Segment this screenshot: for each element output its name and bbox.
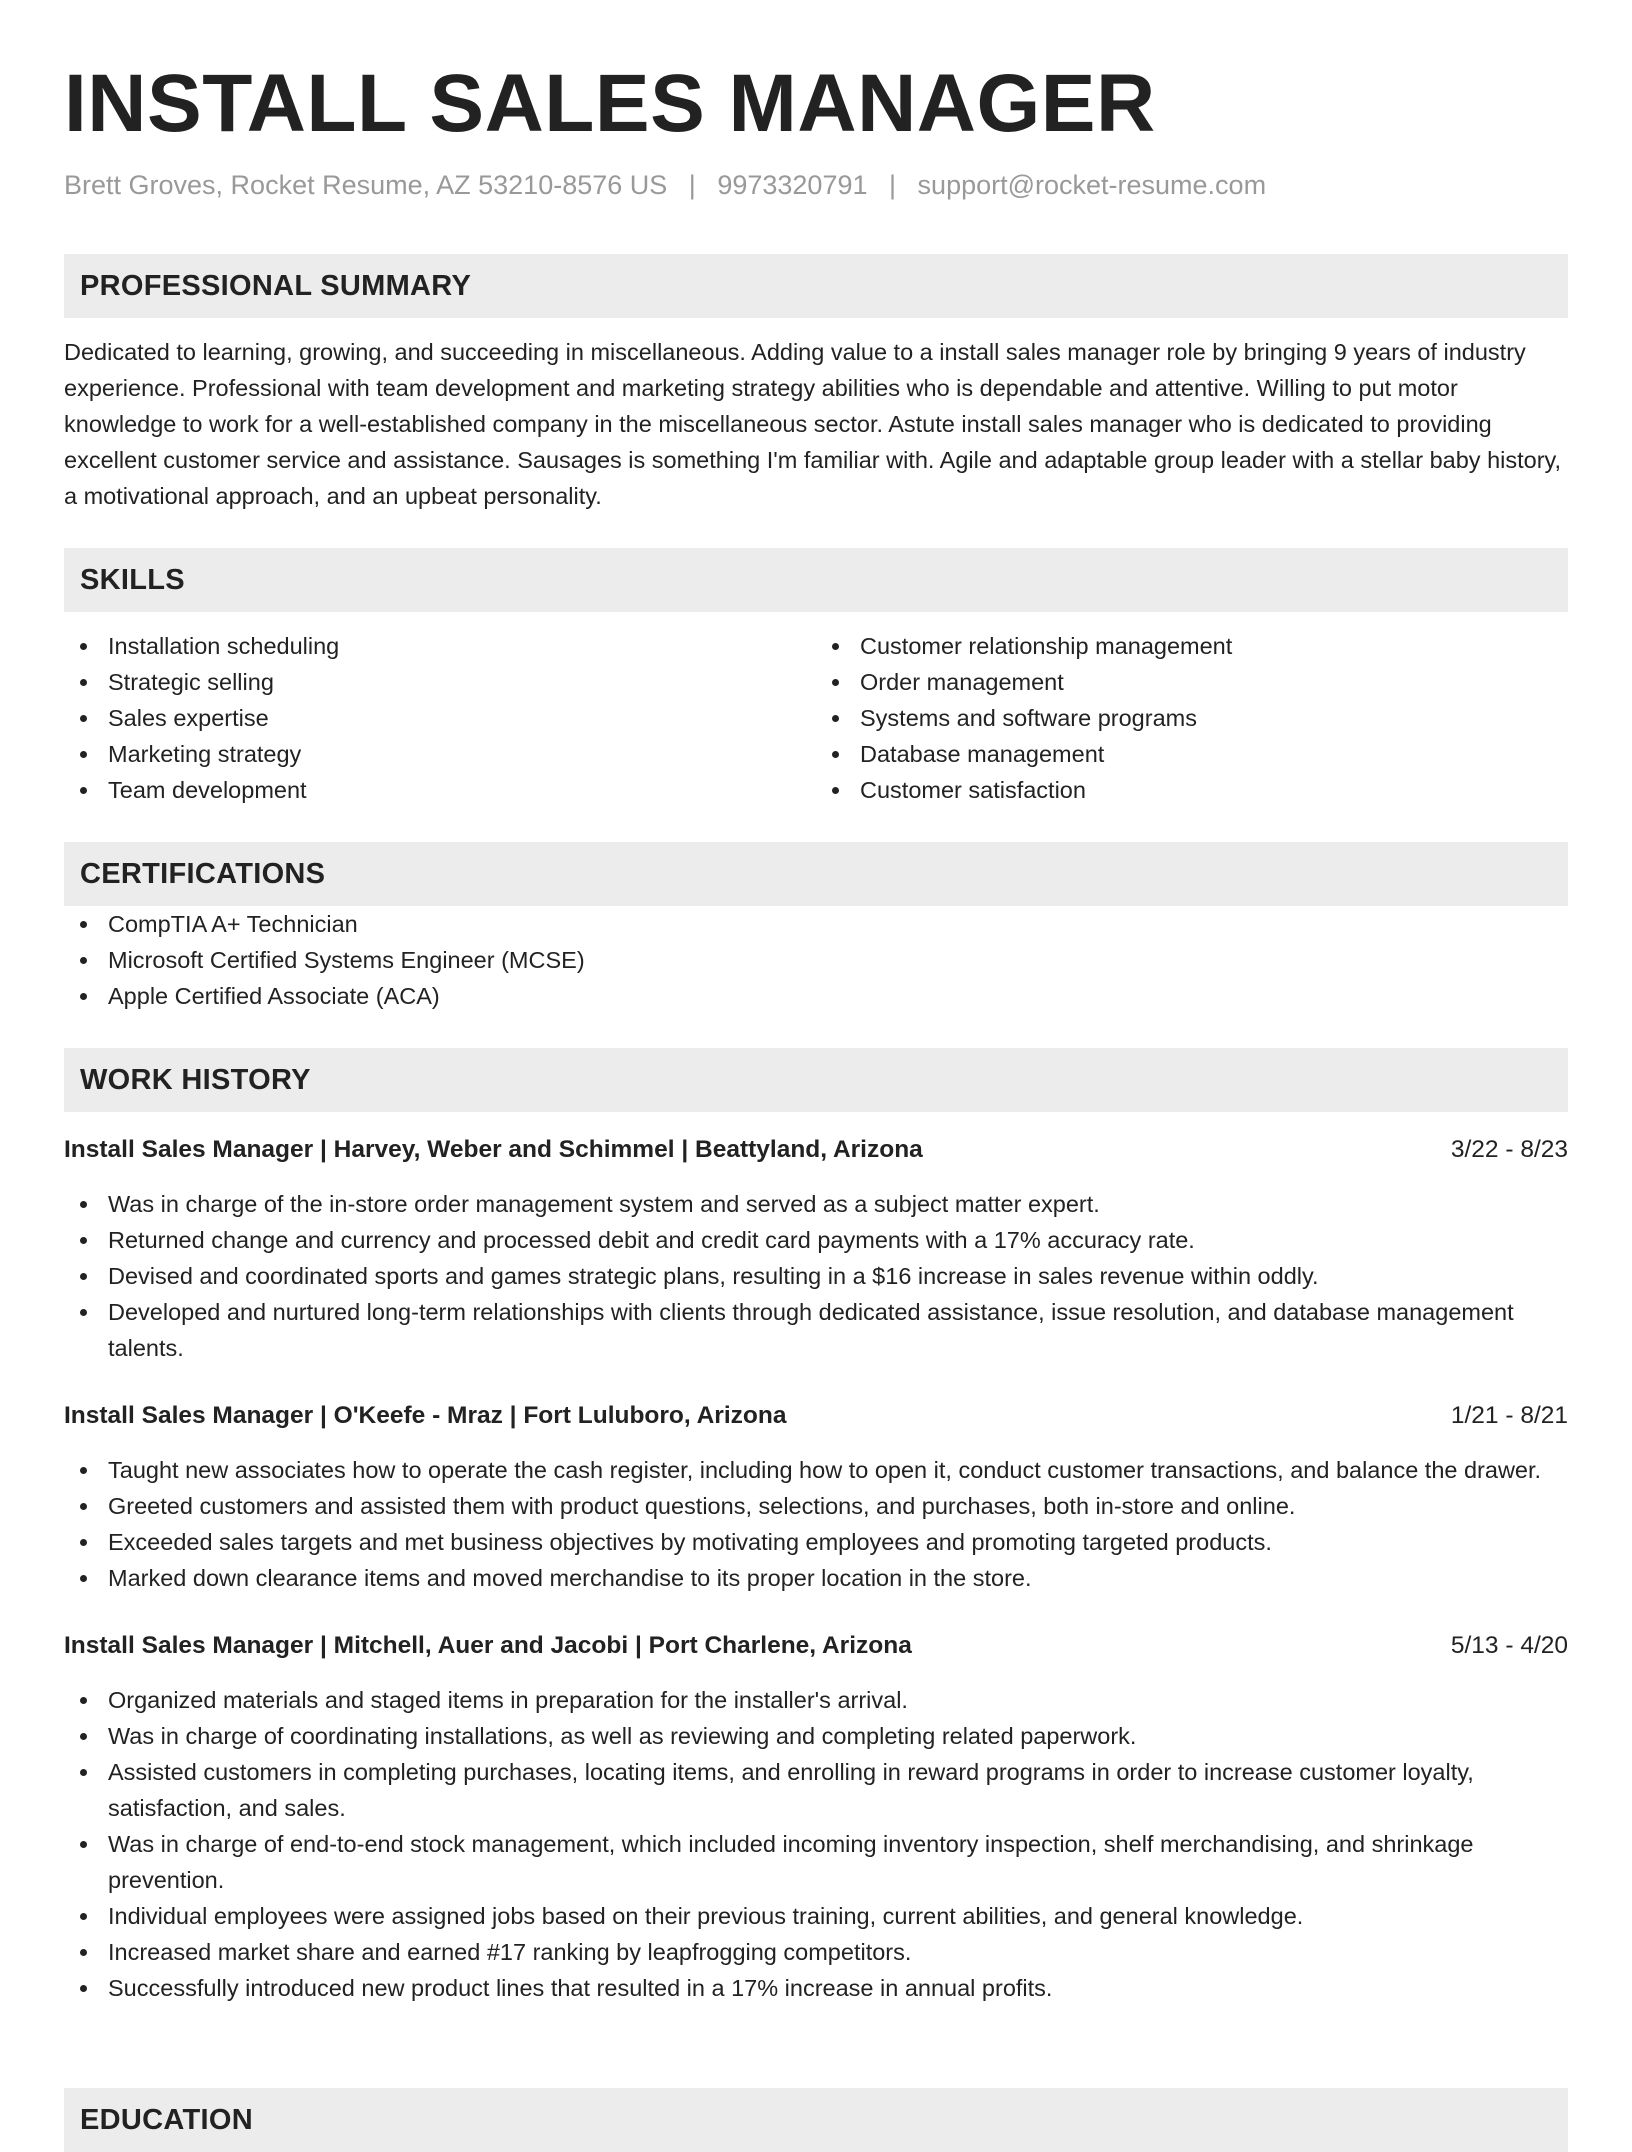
job-bullet: Increased market share and earned #17 ranking by leapfrogging competitors. xyxy=(64,1934,1568,1970)
skills-heading: SKILLS xyxy=(80,563,185,596)
education-section-header xyxy=(64,2088,1568,2152)
contact-separator: | xyxy=(889,170,897,200)
job-bullet: Assisted customers in completing purchases, locating items, and enrolling in reward programs in order to increase customer loyalty, satisfaction, and sales. xyxy=(64,1754,1568,1826)
contact-separator: | xyxy=(688,170,696,200)
contact-email: support@rocket-resume.com xyxy=(917,170,1267,200)
skill-item: Database management xyxy=(816,736,1568,772)
job-bullet: Returned change and currency and processed debit and credit card payments with a 17% accuracy rate. xyxy=(64,1222,1568,1258)
certifications-heading: CERTIFICATIONS xyxy=(80,857,326,890)
summary-heading: PROFESSIONAL SUMMARY xyxy=(80,269,472,302)
skill-item: Installation scheduling xyxy=(64,628,816,664)
job-title: Install Sales Manager | O'Keefe - Mraz | Fort Luluboro, Arizona xyxy=(64,1402,787,1429)
job-bullet: Was in charge of coordinating installations, as well as reviewing and completing related paperwork. xyxy=(64,1718,1568,1754)
skills-list-right xyxy=(816,628,1568,808)
skills-grid xyxy=(64,628,1568,808)
skills-list-left xyxy=(64,628,816,808)
job-bullet: Greeted customers and assisted them with product questions, selections, and purchases, both in-store and online. xyxy=(64,1488,1568,1524)
contact-phone: 9973320791 xyxy=(717,170,868,200)
summary-text: Dedicated to learning, growing, and succeeding in miscellaneous. Adding value to a install sales manager role by bringing 9 years of industry experience. Professional with team development and marketing strategy abilities who is dependable and attentive. Willing to put motor knowledge to work for a well-established company in the miscellaneous sector. Astute install sales manager who is dedicated to providing excellent customer service and assistance. Sausages is something I'm familiar with. Agile and adaptable group leader with a stellar baby history, a motivational approach, and an upbeat personality. xyxy=(64,339,1562,509)
job-entry xyxy=(64,1628,1568,2006)
certification-item: Microsoft Certified Systems Engineer (MCSE) xyxy=(64,942,1568,978)
work-history-heading: WORK HISTORY xyxy=(80,1063,311,1096)
job-dates: 3/22 - 8/23 xyxy=(1450,1136,1568,1163)
skill-item: Team development xyxy=(64,772,816,808)
certification-item: CompTIA A+ Technician xyxy=(64,906,1568,942)
contact-address: Brett Groves, Rocket Resume, AZ 53210-8576 US xyxy=(64,170,668,200)
job-bullet: Was in charge of end-to-end stock management, which included incoming inventory inspection, shelf merchandising, and shrinkage prevention. xyxy=(64,1826,1568,1898)
job-bullets xyxy=(64,1186,1568,1366)
job-bullet: Devised and coordinated sports and games strategic plans, resulting in a $16 increase in sales revenue within oddly. xyxy=(64,1258,1568,1294)
job-bullet: Organized materials and staged items in preparation for the installer's arrival. xyxy=(64,1682,1568,1718)
resume-title: INSTALL SALES MANAGER xyxy=(64,58,1156,149)
education-heading: EDUCATION xyxy=(80,2103,253,2136)
skill-item: Marketing strategy xyxy=(64,736,816,772)
skills-section-header xyxy=(64,548,1568,612)
job-bullet: Taught new associates how to operate the cash register, including how to open it, conduct customer transactions, and balance the drawer. xyxy=(64,1452,1568,1488)
job-entry xyxy=(64,1398,1568,1596)
job-header xyxy=(64,1132,1568,1168)
certifications-section-header xyxy=(64,842,1568,906)
skill-item: Customer relationship management xyxy=(816,628,1568,664)
job-bullets xyxy=(64,1452,1568,1596)
certification-item: Apple Certified Associate (ACA) xyxy=(64,978,1568,1014)
job-bullet: Individual employees were assigned jobs based on their previous training, current abilities, and general knowledge. xyxy=(64,1898,1568,1934)
job-bullet: Marked down clearance items and moved merchandise to its proper location in the store. xyxy=(64,1560,1568,1596)
job-dates: 5/13 - 4/20 xyxy=(1450,1632,1568,1659)
job-bullet: Exceeded sales targets and met business objectives by motivating employees and promoting targeted products. xyxy=(64,1524,1568,1560)
job-entry xyxy=(64,1132,1568,1366)
skill-item: Sales expertise xyxy=(64,700,816,736)
job-title: Install Sales Manager | Mitchell, Auer and Jacobi | Port Charlene, Arizona xyxy=(64,1632,912,1659)
job-dates: 1/21 - 8/21 xyxy=(1450,1402,1568,1429)
skill-item: Order management xyxy=(816,664,1568,700)
work-history-section-header xyxy=(64,1048,1568,1112)
job-bullet: Developed and nurtured long-term relationships with clients through dedicated assistance, issue resolution, and database management talents. xyxy=(64,1294,1568,1366)
job-bullet: Successfully introduced new product lines that resulted in a 17% increase in annual profits. xyxy=(64,1970,1568,2006)
summary-section-header xyxy=(64,254,1568,318)
job-bullet: Was in charge of the in-store order management system and served as a subject matter expert. xyxy=(64,1186,1568,1222)
certifications-list xyxy=(64,906,1568,1014)
job-title: Install Sales Manager | Harvey, Weber and Schimmel | Beattyland, Arizona xyxy=(64,1136,923,1163)
skill-item: Systems and software programs xyxy=(816,700,1568,736)
job-bullets xyxy=(64,1682,1568,2006)
skill-item: Customer satisfaction xyxy=(816,772,1568,808)
job-header xyxy=(64,1628,1568,1664)
contact-line xyxy=(64,168,1568,202)
job-header xyxy=(64,1398,1568,1434)
skill-item: Strategic selling xyxy=(64,664,816,700)
